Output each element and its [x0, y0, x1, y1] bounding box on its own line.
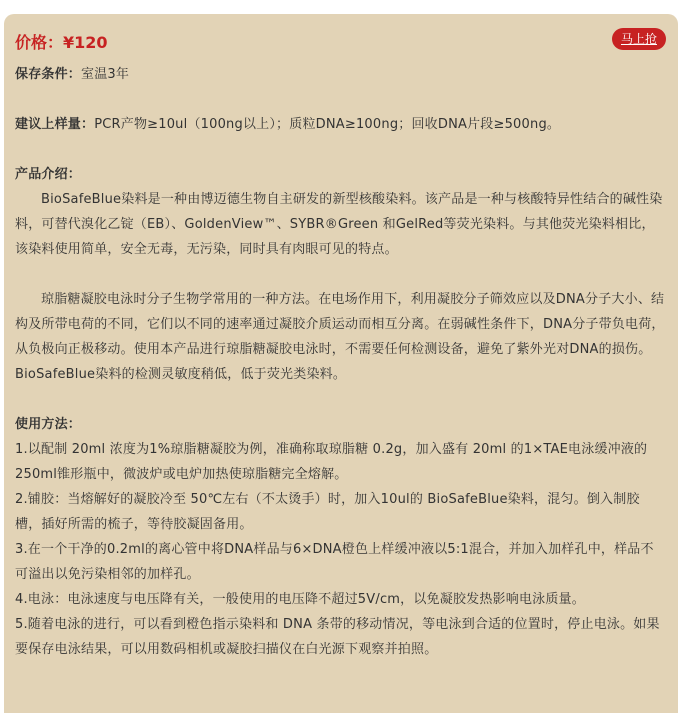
loading-label: 建议上样量： — [15, 117, 95, 132]
spacer — [15, 387, 666, 412]
storage-value: 室温3年 — [81, 67, 130, 82]
storage-label: 保存条件： — [15, 67, 82, 82]
spacer — [15, 137, 666, 162]
usage-step-3: 3.在一个干净的0.2ml的离心管中将DNA样品与6×DNA橙色上样缓冲液以5:1混合，并加入加样孔中，样品不可溢出以免污染相邻的加样孔。 — [15, 542, 654, 582]
loading-value: PCR产物≥10ul（100ng以上）；质粒DNA≥100ng；回收DNA片段≥500ng。 — [94, 117, 561, 132]
spacer — [15, 87, 666, 112]
spacer — [15, 262, 666, 287]
usage-step-5: 5.随着电泳的进行，可以看到橙色指示染料和 DNA 条带的移动情况，等电泳到合适的位置时，停止电泳。如果要保存电泳结果，可以用数码相机或凝胶扫描仪在白光源下观察并拍照。 — [15, 617, 660, 657]
product-card — [4, 14, 678, 713]
usage-step-4: 4.电泳：电泳速度与电压降有关，一般使用的电压降不超过5V/cm，以免凝胶发热影响电泳质量。 — [15, 592, 585, 607]
usage-step-2: 2.铺胶：当熔解好的凝胶冷至 50℃左右（不太烫手）时，加入10ul的 BioSafeBlue染料，混匀。倒入制胶槽，插好所需的梳子，等待胶凝固备用。 — [15, 492, 640, 532]
price — [15, 30, 108, 53]
intro-paragraph-1: BioSafeBlue染料是一种由博迈德生物自主研发的新型核酸染料。该产品是一种与核酸特异性结合的碱性染料，可替代溴化乙锭（EB）、GoldenView™、SYBR®Green 和GelRed等荧光染料。与其他荧光染料相比，该染料使用简单，安全无毒，无污染，同时具有肉眼可见的特点。 — [15, 192, 663, 257]
buy-now-button[interactable]: 马上抢 — [612, 28, 666, 50]
price-row — [15, 28, 666, 54]
storage-condition — [15, 62, 666, 87]
price-label: 价格： — [15, 33, 64, 52]
loading-amount — [15, 112, 666, 137]
usage-step-1: 1.以配制 20ml 浓度为1%琼脂糖凝胶为例，准确称取琼脂糖 0.2g，加入盛有 20ml 的1×TAE电泳缓冲液的250ml锥形瓶中，微波炉或电炉加热使琼脂糖完全熔解。 — [15, 442, 648, 482]
price-value: ¥120 — [63, 33, 108, 52]
intro-heading: 产品介绍： — [15, 167, 82, 182]
usage-heading: 使用方法： — [15, 417, 82, 432]
intro-paragraph-2: 琼脂糖凝胶电泳时分子生物学常用的一种方法。在电场作用下，利用凝胶分子筛效应以及DNA分子大小、结构及所带电荷的不同，它们以不同的速率通过凝胶介质运动而相互分离。在弱碱性条件下，DNA分子带负电荷，从负极向正极移动。使用本产品进行琼脂糖凝胶电泳时，不需要任何检测设备，避免了紫外光对DNA的损伤。BioSafeBlue染料的检测灵敏度稍低，低于荧光类染料。 — [15, 292, 665, 382]
